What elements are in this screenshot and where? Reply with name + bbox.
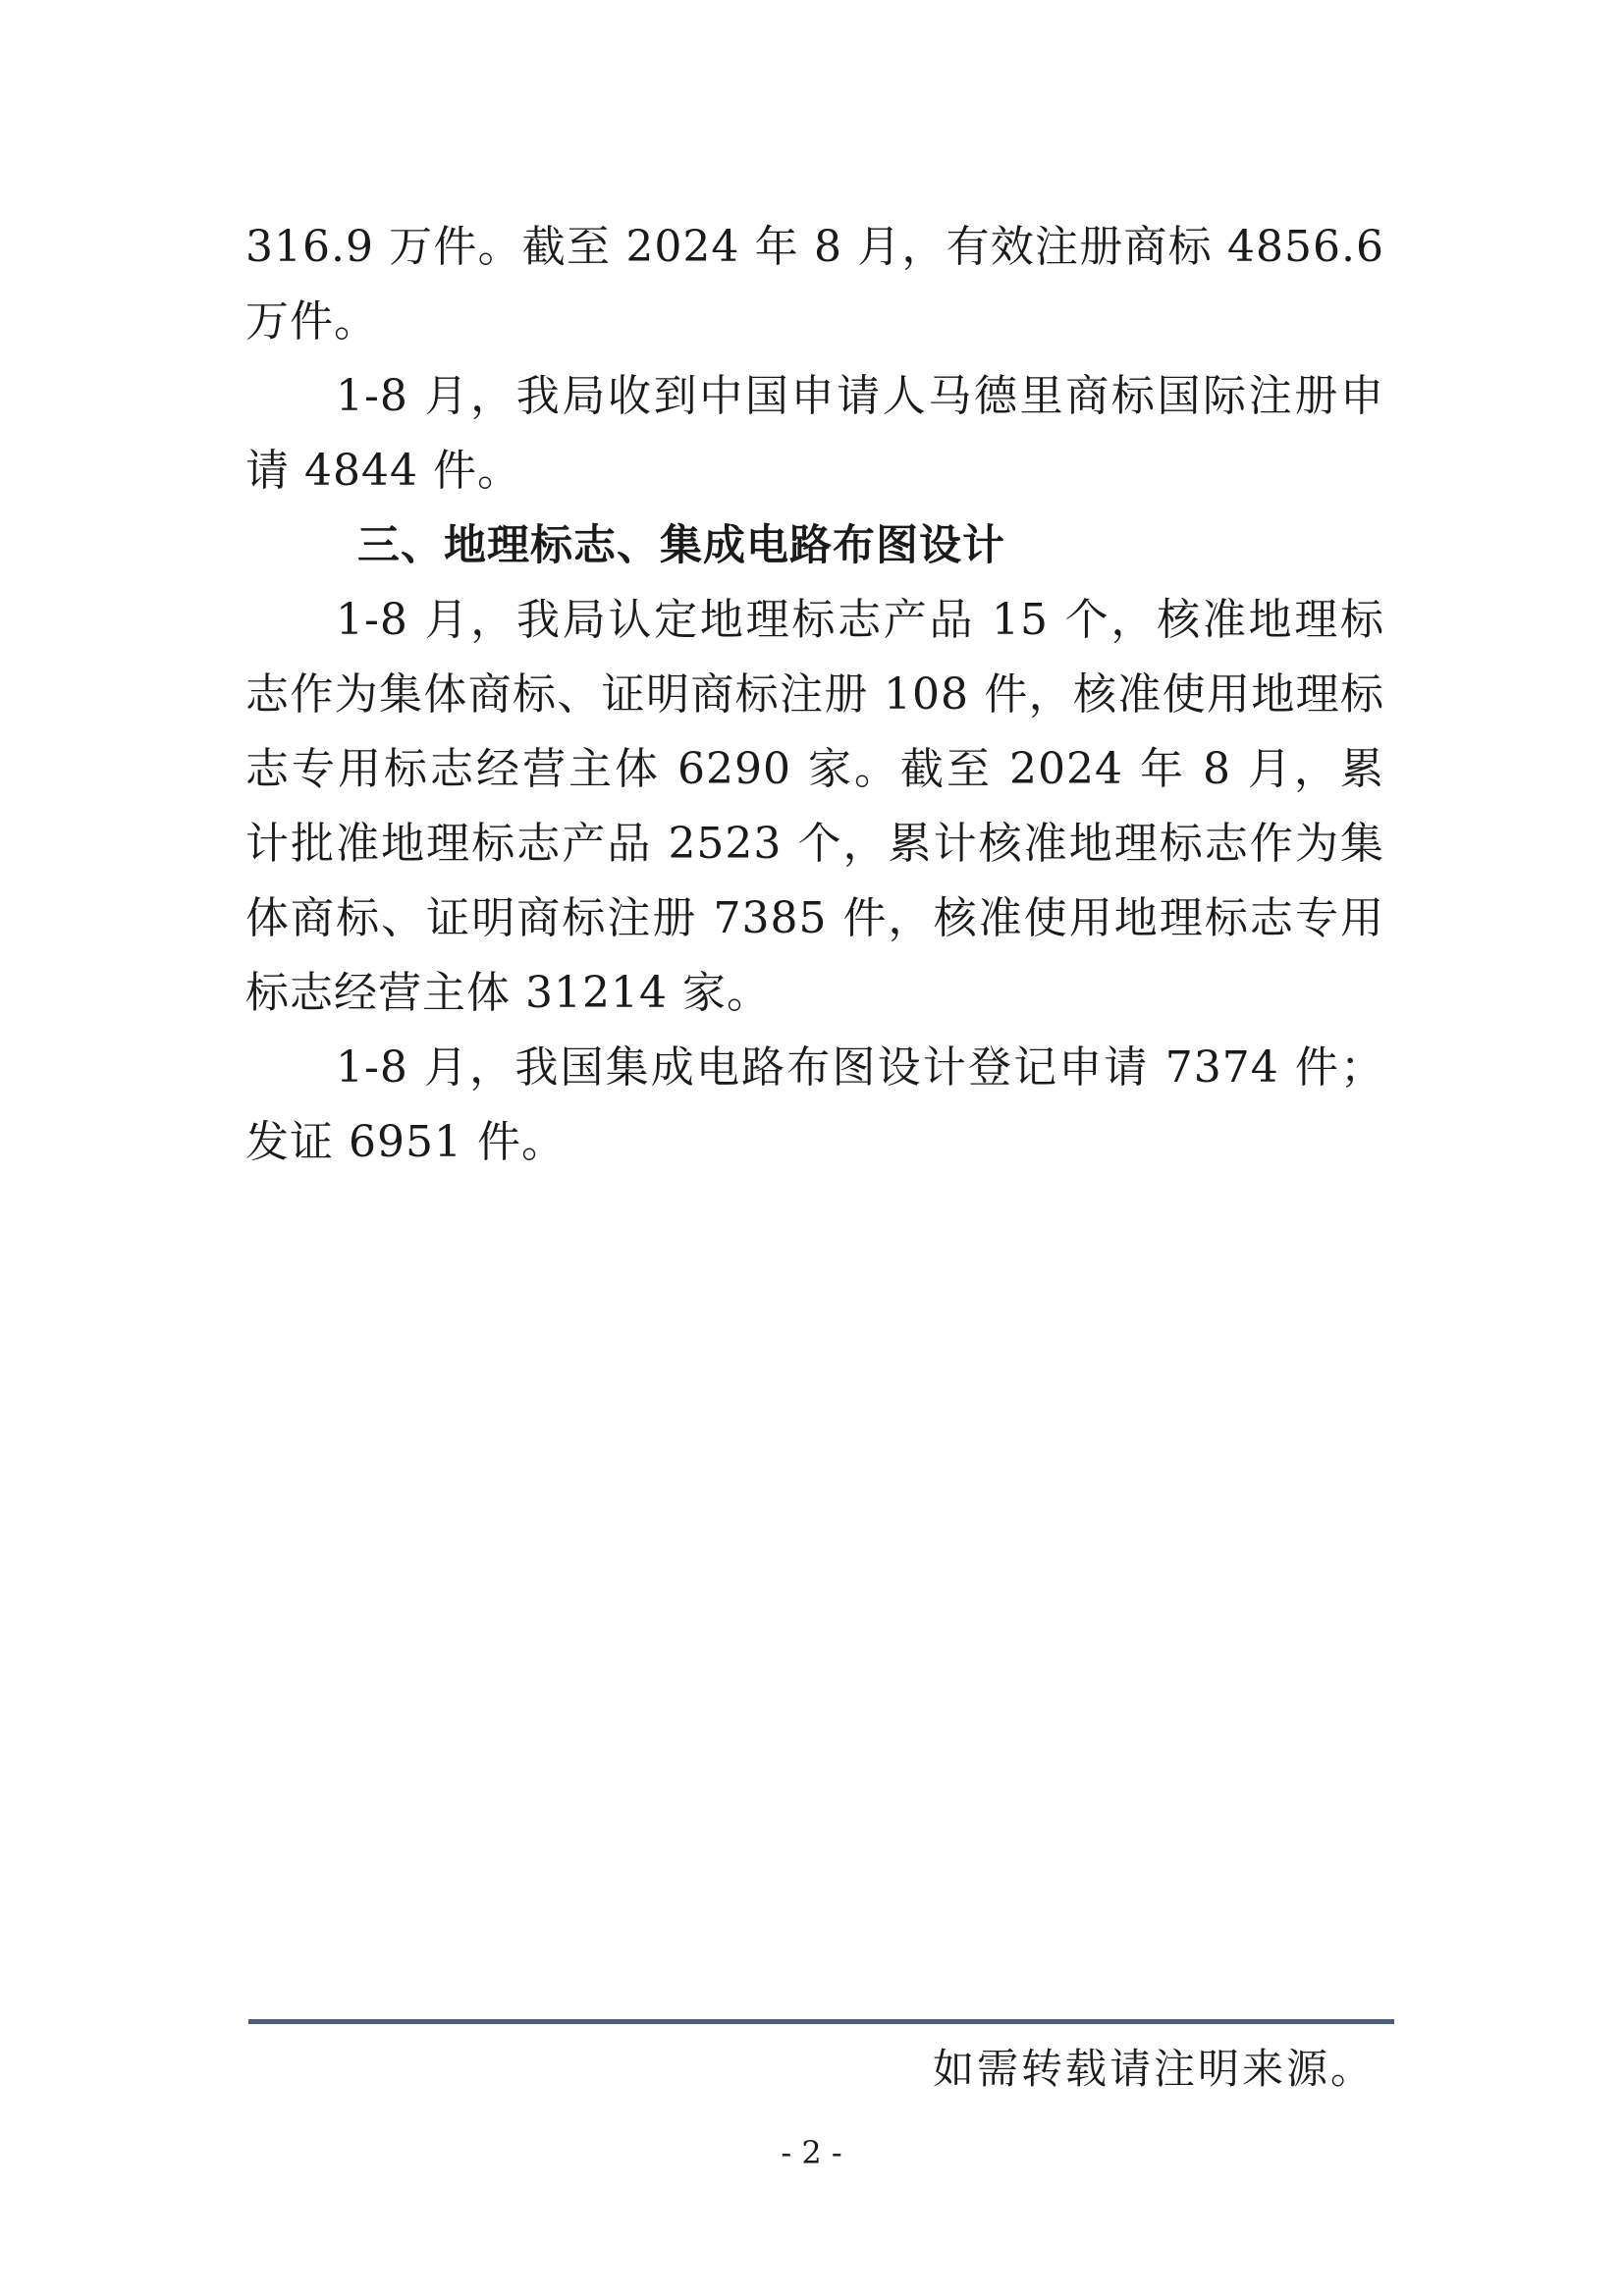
document-body — [245, 210, 1384, 1180]
paragraph-geographical-indications: 1-8 月，我局认定地理标志产品 15 个，核准地理标志作为集体商标、证明商标注册 108 件，核准使用地理标志专用标志经营主体 6290 家。截至 2024 年 8 月，累计批准地理标志产品 2523 个，累计核准地理标志作为集体商标、证明商标注册 7385 件，核准使用地理标志专用标志经营主体 31214 家。 — [245, 595, 1384, 1018]
section-heading-geographical-indications: 三、地理标志、集成电路布图设计 — [357, 521, 1005, 570]
paragraph-ic-layout-design: 1-8 月，我国集成电路布图设计登记申请 7374 件；发证 6951 件。 — [245, 1042, 1384, 1167]
page-number: - 2 - — [781, 2134, 842, 2171]
paragraph-madrid-applications: 1-8 月，我局收到中国申请人马德里商标国际注册申请 4844 件。 — [245, 371, 1384, 496]
footer-reprint-note: 如需转载请注明来源。 — [932, 2045, 1375, 2093]
paragraph-trademark-total: 316.9 万件。截至 2024 年 8 月，有效注册商标 4856.6 万件。 — [245, 222, 1384, 347]
footer-divider — [248, 2019, 1394, 2024]
